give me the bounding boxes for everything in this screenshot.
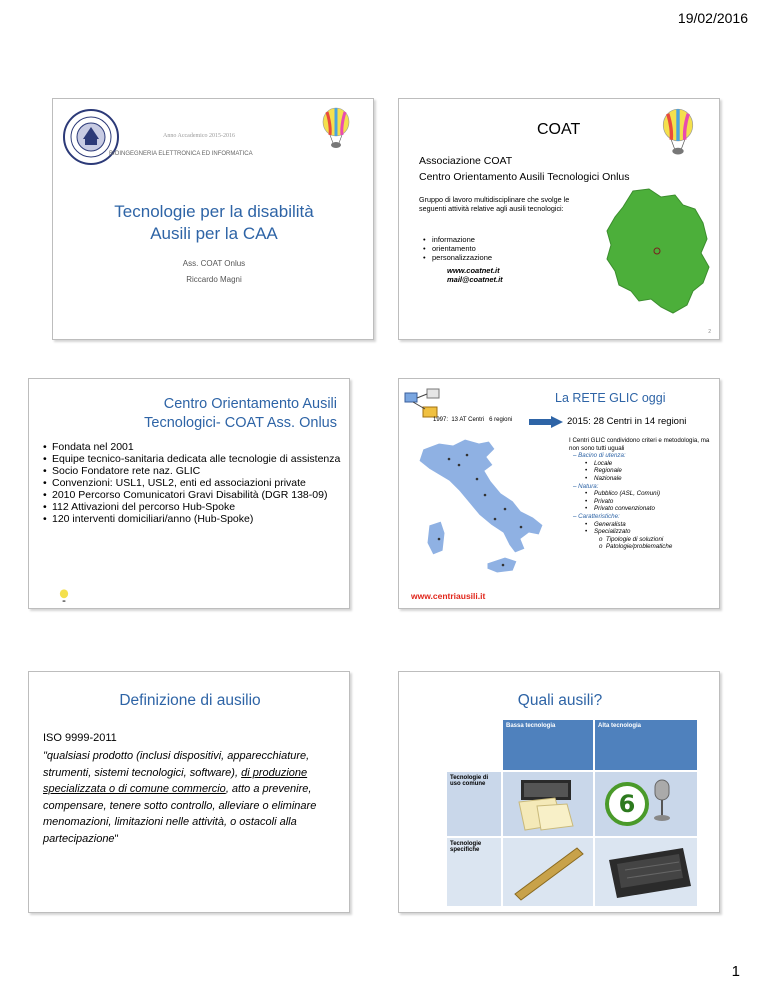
academic-year: Anno Accademico 2015-2016	[163, 133, 235, 139]
activity-item: • informazione	[423, 235, 492, 244]
stat-1997: 1997: 13 AT Centri 6 regioni	[433, 417, 513, 423]
activity-list	[423, 235, 492, 262]
slide-3	[28, 378, 350, 609]
iso-standard: ISO 9999-2011	[43, 732, 117, 744]
title-line-2: Ausili per la CAA	[150, 224, 278, 243]
slide-6-title: Quali ausili?	[517, 692, 603, 709]
section-heading: – Natura:	[573, 482, 599, 490]
row-common-tech: Tecnologie di uso comune	[447, 772, 501, 836]
header-low-tech: Bassa tecnologia	[503, 720, 593, 770]
slide-5	[28, 671, 350, 913]
criteria-item: • Generalista	[585, 521, 719, 529]
glic-website-link[interactable]: www.centriausili.it	[411, 591, 486, 601]
fact-item: • 120 interventi domiciliari/anno (Hub-Spoke)	[43, 513, 350, 525]
balloon-logo	[661, 107, 695, 159]
subtitle-line-2: Centro Orientamento Ausili Tecnologici Onlus	[419, 171, 630, 183]
slide-4-title: La RETE GLIC oggi	[555, 391, 666, 405]
svg-text:6: 6	[618, 790, 636, 818]
quote-text: "qualsiasi prodotto (inclusi dispositivi, apparecchiature, strumenti, sistemi tecnologici, software),	[43, 750, 310, 779]
cell-common-high	[595, 772, 697, 836]
criteria-group	[569, 452, 719, 551]
coat-facts-list	[43, 441, 350, 525]
criteria-item: • Privato	[585, 498, 719, 506]
criteria-subitem: o Patologie/problematiche	[599, 543, 673, 551]
activity-item: • personalizzazione	[423, 253, 492, 262]
author: Riccardo Magni	[186, 275, 242, 284]
stat-2015: 2015: 28 Centri in 14 regioni	[567, 416, 687, 427]
criteria-item: • Privato convenzionato	[585, 505, 719, 513]
balloon-logo	[59, 589, 69, 603]
quote-underlined: di produzione specializzata o di comune commercio	[43, 766, 308, 795]
slide-4	[398, 378, 720, 609]
slide-5-title: Definizione di ausilio	[119, 692, 261, 709]
organization: Ass. COAT Onlus	[182, 259, 246, 268]
slide-1	[52, 98, 374, 340]
activity-item: • orientamento	[423, 244, 492, 253]
software-microphone-image	[595, 772, 697, 836]
criteria-subitem: o Tipologie di soluzioni	[599, 535, 664, 543]
balloon-logo	[321, 107, 351, 151]
umbria-map	[603, 187, 713, 317]
email-link[interactable]: mail@coatnet.it	[447, 274, 503, 284]
course-name: BIOINGEGNERIA ELETTRONICA ED INFORMATICA	[109, 151, 253, 157]
page-number: 1	[731, 963, 740, 980]
criteria-item: • Nazionale	[585, 475, 719, 483]
slide-1-title	[53, 201, 374, 245]
italy-map	[409, 435, 559, 587]
slide-2-title: COAT	[537, 121, 581, 138]
aids-table	[447, 720, 697, 906]
title-line-1: Tecnologie per la disabilità	[114, 202, 314, 221]
fact-item: • 112 Attivazioni del percorso Hub-Spoke	[43, 501, 350, 513]
slide-6	[398, 671, 720, 913]
section-heading: – Bacino di utenza:	[573, 452, 626, 460]
cell-specific-high	[595, 838, 697, 906]
fact-item: • 2010 Percorso Comunicatori Gravi Disabilità (DGR 138-09)	[43, 489, 350, 501]
pointer-stick-image	[503, 838, 593, 906]
glic-criteria	[569, 437, 719, 551]
quote-close: "	[114, 832, 119, 845]
slide-3-title	[144, 395, 337, 433]
slide-2-subtitle	[419, 153, 630, 185]
criteria-item: • Specializzato	[585, 528, 719, 536]
title-line-2: Tecnologici- COAT Ass. Onlus	[144, 415, 337, 431]
fact-item: • Convenzioni: USL1, USL2, enti ed associazioni private	[43, 477, 350, 489]
growth-arrow-icon	[529, 415, 563, 427]
glic-intro: I Centri GLIC condividono criteri e metodologia, ma non sono tutti uguali	[569, 437, 710, 452]
page-date: 19/02/2016	[677, 10, 748, 26]
cell-common-low	[503, 772, 593, 836]
subitem-list	[573, 536, 719, 551]
criteria-item: • Pubblico (ASL, Comuni)	[585, 490, 719, 498]
section-heading: – Caratteristiche:	[573, 512, 620, 520]
slide-number: 2	[708, 329, 711, 335]
slide-2-intro: Gruppo di lavoro multidisciplinare che svolge le seguenti attività relative agli ausili tecnologici:	[419, 195, 570, 213]
keyboard-paper-image	[503, 772, 593, 836]
row-specific-tech: Tecnologie specifiche	[447, 838, 501, 906]
table-corner	[447, 720, 501, 770]
criteria-item: • Locale	[585, 460, 719, 468]
fact-item: • Socio Fondatore rete naz. GLIC	[43, 465, 350, 477]
slide-2	[398, 98, 720, 340]
website-link[interactable]: www.coatnet.it	[447, 266, 500, 275]
communication-device-image	[595, 838, 697, 906]
iso-definition-quote	[43, 748, 343, 847]
subtitle-line-1: Associazione COAT	[419, 155, 513, 167]
criteria-item: • Regionale	[585, 467, 719, 475]
network-icon	[403, 387, 443, 421]
quote-text: , atto a prevenire, compensare, tenere sotto controllo, alleviare o eliminare menomazioni, limitazioni nelle attività, o ostacoli alla partecipazione	[43, 783, 317, 845]
fact-item: • Equipe tecnico-sanitaria dedicata alle tecnologie di assistenza	[43, 453, 350, 465]
header-high-tech: Alta tecnologia	[595, 720, 697, 770]
coat-contacts	[447, 267, 503, 284]
cell-specific-low	[503, 838, 593, 906]
fact-item: • Fondata nel 2001	[43, 441, 350, 453]
title-line-1: Centro Orientamento Ausili	[163, 396, 337, 412]
